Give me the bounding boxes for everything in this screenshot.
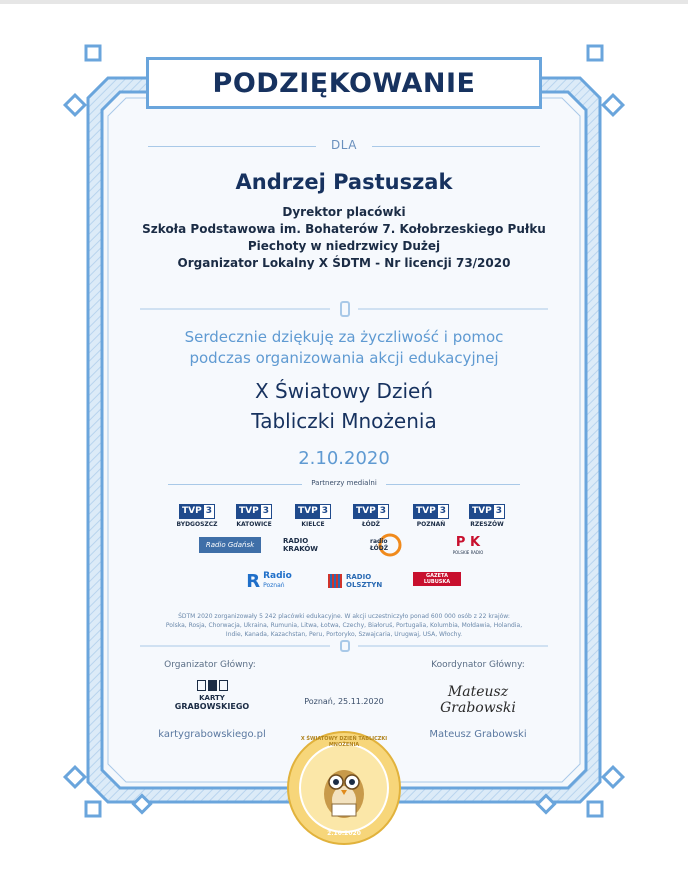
tvp-city: BYDGOSZCZ (176, 521, 218, 528)
tvp-lodz-logo (345, 498, 397, 528)
tvp-channel: 3 (321, 506, 328, 516)
coordinator-label: Koordynator Główny: (431, 660, 525, 670)
partners-label: Partnerzy medialni (311, 479, 377, 487)
tvp-mark: TVP (239, 506, 259, 516)
organizer-url: kartygrabowskiego.pl (158, 729, 266, 740)
place-date: Poznań, 25.11.2020 (304, 697, 384, 706)
tvp-mark: TVP (356, 506, 376, 516)
seal-text: X ŚWIATOWY DZIEŃ TABLICZKI MNOŻENIA (300, 736, 388, 748)
recipient-name: Andrzej Pastuszak (235, 170, 453, 194)
tvp-mark: TVP (298, 506, 318, 516)
radio-poznan-sub: Poznań (263, 582, 285, 589)
tvp-city: RZESZÓW (470, 521, 504, 528)
tvp-channel: 3 (205, 506, 212, 516)
summary-line-3: Indie, Kanada, Kazachstan, Peru, Portoryko, Szwajcaria, Urugwaj, USA, Włochy. (225, 631, 463, 638)
tvp-channel: 3 (379, 506, 386, 516)
tvp-city: KATOWICE (236, 521, 272, 528)
event-name-line-2: Tabliczki Mnożenia (251, 409, 437, 433)
tvp-city: ŁÓDŹ (361, 521, 381, 528)
gazeta-lubuska-text: GAZETA LUBUSKA (423, 573, 451, 585)
radio-poznan-text: Radio (263, 571, 292, 581)
gazeta-lubuska-logo (413, 572, 461, 586)
summary-line-1: ŚDTM 2020 zorganizowały 5 242 placówki edukacyjne. W akcji uczestniczyło ponad 600 000 osób z 22 krajów: (178, 613, 510, 620)
radio-lodz-logo (370, 533, 406, 557)
tvp-bydgoszcz-logo (171, 498, 223, 528)
seal-date: 2.10.2020 (327, 830, 361, 837)
tvp-city: KIELCE (301, 521, 325, 528)
radio-olsztyn-text: RADIO OLSZTYN (346, 573, 383, 589)
title-box (146, 57, 542, 109)
recipient-license: Organizator Lokalny X ŚDTM - Nr licencji 73/2020 (177, 256, 511, 270)
tvp-kielce-logo (287, 498, 339, 528)
radio-olsztyn-logo (322, 570, 388, 592)
organizer-logo-line-1: KARTY (199, 694, 225, 702)
recipient-role: Dyrektor placówki (282, 205, 406, 219)
organizer-logo-line-2: GRABOWSKIEGO (174, 702, 250, 711)
thanks-line-2: podczas organizowania akcji edukacyjnej (189, 349, 499, 367)
radio-olsztyn-icon (328, 574, 342, 588)
event-name-line-1: X Światowy Dzień (255, 379, 433, 403)
recipient-school-cont: Piechoty w niedrzwicy Dużej (247, 239, 441, 253)
radio-gdansk-text: Radio Gdańsk (205, 541, 255, 549)
radio-krakow-text: RADIO KRAKÓW (283, 537, 319, 553)
tvp-katowice-logo (228, 498, 280, 528)
event-date: 2.10.2020 (298, 448, 390, 469)
radio-lodz-text: radio ŁÓDŹ (370, 538, 389, 552)
tvp-poznan-logo (405, 498, 457, 528)
cards-icon (160, 680, 264, 691)
radio-gdansk-logo (199, 537, 261, 553)
tvp-channel: 3 (439, 506, 446, 516)
radio-krakow-logo (283, 535, 335, 555)
tvp-channel: 3 (495, 506, 502, 516)
tvp-mark: TVP (416, 506, 436, 516)
summary-line-2: Polska, Rosja, Chorwacja, Ukraina, Rumunia, Litwa, Łotwa, Czechy, Białoruś, Portugalia, Kolumbia, Mołdawia, Holandia, (165, 622, 523, 629)
for-label: DLA (331, 138, 357, 152)
tvp-channel: 3 (262, 506, 269, 516)
polskie-radio-sub: POLSKIE RADIO (452, 550, 484, 555)
tvp-city: POZNAŃ (416, 521, 446, 528)
event-seal (286, 730, 402, 846)
radio-poznan-r-icon: R (246, 570, 261, 592)
tvp-rzeszow-logo (461, 498, 513, 528)
certificate-title: PODZIĘKOWANIE (212, 67, 476, 99)
polskie-radio-logo (448, 533, 488, 557)
organizer-logo (160, 680, 264, 711)
signature: Mateusz Grabowski (440, 684, 516, 716)
coordinator-name: Mateusz Grabowski (429, 729, 527, 740)
radio-poznan-logo (240, 570, 298, 592)
tvp-mark: TVP (472, 506, 492, 516)
thanks-line-1: Serdecznie dziękuję za życzliwość i pomoc (184, 328, 504, 346)
recipient-school: Szkoła Podstawowa im. Bohaterów 7. Kołobrzeskiego Pułku (142, 222, 546, 236)
polskie-radio-mark: P K (455, 535, 481, 550)
tvp-mark: TVP (182, 506, 202, 516)
organizer-label: Organizator Główny: (164, 660, 256, 670)
